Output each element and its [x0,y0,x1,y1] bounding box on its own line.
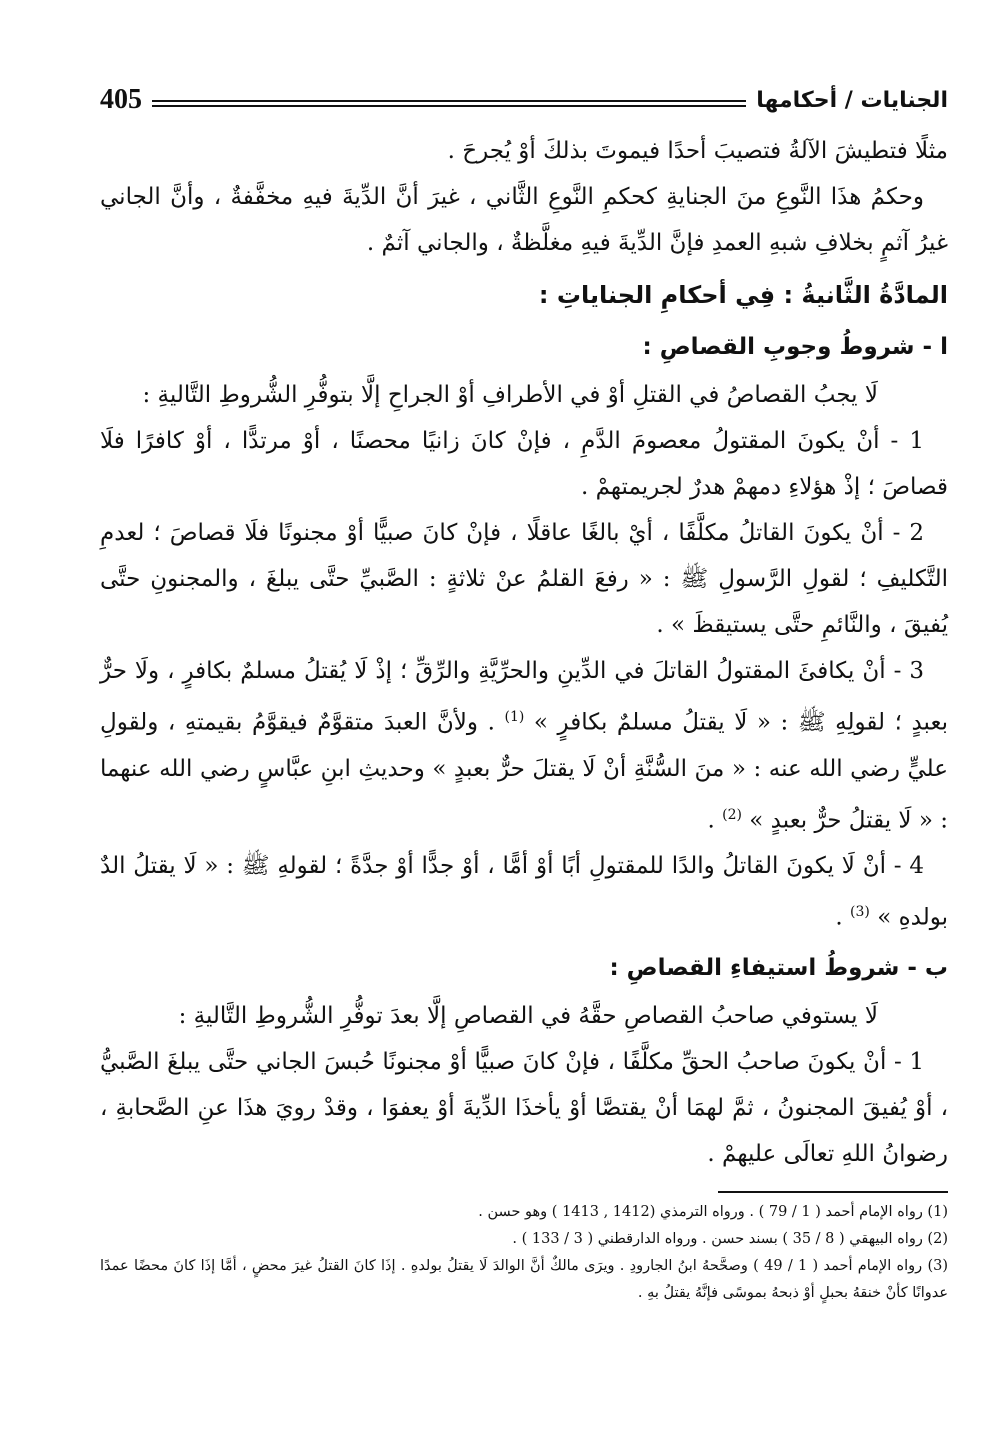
retaliation-condition-1: 1 - أنْ يكونَ صاحبُ الحقِّ مكلَّفًا ، فإنْ كانَ صبيًّا أوْ مجنونًا حُبسَ الجاني حتَّى يبلغَ الصَّبيُّ ، أوْ يُفيقَ المجنونُ ، ثمَّ لهمَا أنْ يقتصَّا أوْ يأخذَا الدِّيةَ أوْ يعفوَا ، وقدْ رويَ هذَا عنِ الصَّحابةِ ، رضوانُ اللهِ تعالَى عليهمْ . [100,1048,948,1167]
running-title: الجنايات / أحكامها [756,87,948,113]
footnote-divider [718,1191,948,1193]
header-rule [152,100,746,107]
condition-item-4-text-b: . [835,904,851,931]
condition-item-4-text-a: 4 - أنْ لَا يكونَ القاتلُ والدًا للمقتولِ أبًا أوْ أمًّا ، أوْ جدًّا أوْ جدَّةً ؛ لقولهِ ﷺ : « لَا يقتلُ الدٌ بولدهِ » [100,853,948,931]
subsection-b-heading: ب - شروطُ استيفاءِ القصاصِ : [609,954,948,981]
page-header [100,80,948,120]
subsection-a-heading: ا - شروطُ وجوبِ القصاصِ : [642,334,948,360]
condition-item-1: 1 - أنْ يكونَ المقتولُ معصومَ الدَّمِ ، فإنْ كانَ زانيًا محصنًا ، أوْ مرتدًّا ، أوْ كافرًا فلَا قصاصَ ؛ إذْ هؤلاءِ دمهمْ هدرٌ لجريمتهمْ . [100,428,948,500]
footnote-1: (1) رواه الإمام أحمد ( 1 / 79 ) . ورواه الترمذي (1412 , 1413 ) وهو حسن . [478,1203,948,1220]
footnotes [100,1199,948,1307]
footnote-3: (3) رواه الإمام أحمد ( 1 / 49 ) وصحَّحهُ ابنُ الجارودِ . ويرَى مالكٌ أنَّ الوالدَ لَا يقتلُ بولدهِ . إذَا كانَ القتلُ غيرَ محضٍ ، أمَّا إذَا كانَ محضًا عمدًا عدوانًا كأنْ خنقهُ بحبلٍ أوْ ذبحهُ بموسًى فإنَّهُ يقتلُ بهِ . [100,1257,949,1301]
page-number: 405 [100,84,142,115]
condition-item-3-text-c: . [707,807,723,834]
footnote-ref-3: (3) [850,904,870,921]
paragraph-continuation: مثلًا فتطيشَ الآلةُ فتصيبَ أحدًا فيموتَ بذلكَ أوْ يُجرحَ . [447,138,948,164]
section-title: المادَّةُ الثَّانيةُ : فِي أحكامِ الجناياتِ : [538,281,948,309]
footnote-2: (2) رواه البيهقي ( 8 / 35 ) بسند حسن . ورواه الدارقطني ( 3 / 133 ) . [512,1230,948,1247]
footnote-ref-2: (2) [722,806,742,823]
page-body [100,128,948,1177]
condition-item-3-text-a: 3 - أنْ يكافئَ المقتولُ القاتلَ في الدِّينِ والحرِّيَّةِ والرِّقِّ ؛ إذْ لَا يُقتلُ مسلمٌ بكافرٍ ، ولَا حرٌّ بعبدٍ ؛ لقولِهِ ﷺ : « لَا يقتلُ مسلمٌ بكافرٍ » [100,658,948,736]
condition-item-3-text-b: . ولأنَّ العبدَ متقوَّمٌ فيقوَّمُ بقيمتهِ ، ولقولِ عليٍّ رضي الله عنه : « منَ السُّنَّةِ أنْ لَا يقتلَ حرٌّ بعبدٍ » وحديثِ ابنِ عبَّاسٍ رضي الله عنهما : « لَا يقتلُ حرٌّ بعبدٍ » [100,709,948,834]
condition-item-3 [100,648,948,843]
condition-item-4 [100,843,948,941]
footnote-ref-1: (1) [504,709,525,725]
subsection-b-intro: لَا يستوفي صاحبُ القصاصِ حقَّهُ في القصاصِ إلَّا بعدَ توفُّرِ الشُّروطِ التَّاليةِ : [178,1002,878,1029]
paragraph-ruling: وحكمُ هذَا النَّوعِ منَ الجنايةِ كحكمِ النَّوعِ الثَّاني ، غيرَ أنَّ الدِّيةَ فيهِ مخفَّفةٌ ، وأنَّ الجاني غيرُ آثمٍ بخلافِ شبهِ العمدِ فإنَّ الدِّيةَ فيهِ مغلَّظةٌ ، والجاني آثمٌ . [100,184,948,256]
condition-item-2: 2 - أنْ يكونَ القاتلُ مكلَّفًا ، أيْ بالغًا عاقلًا ، فإنْ كانَ صبيًّا أوْ مجنونًا فلَا قصاصَ ؛ لعدمِ التَّكليفِ ؛ لقولِ الرَّسولِ ﷺ : « رفعَ القلمُ عنْ ثلاثةٍ : الصَّبيِّ حتَّى يبلغَ ، والمجنونِ حتَّى يُفيقَ ، والنَّائمِ حتَّى يستيقظَ » . [100,520,948,638]
subsection-a-intro: لَا يجبُ القصاصُ في القتلِ أوْ في الأطرافِ أوْ الجراحِ إلَّا بتوفُّرِ الشُّروطِ التَّاليةِ : [142,382,878,408]
